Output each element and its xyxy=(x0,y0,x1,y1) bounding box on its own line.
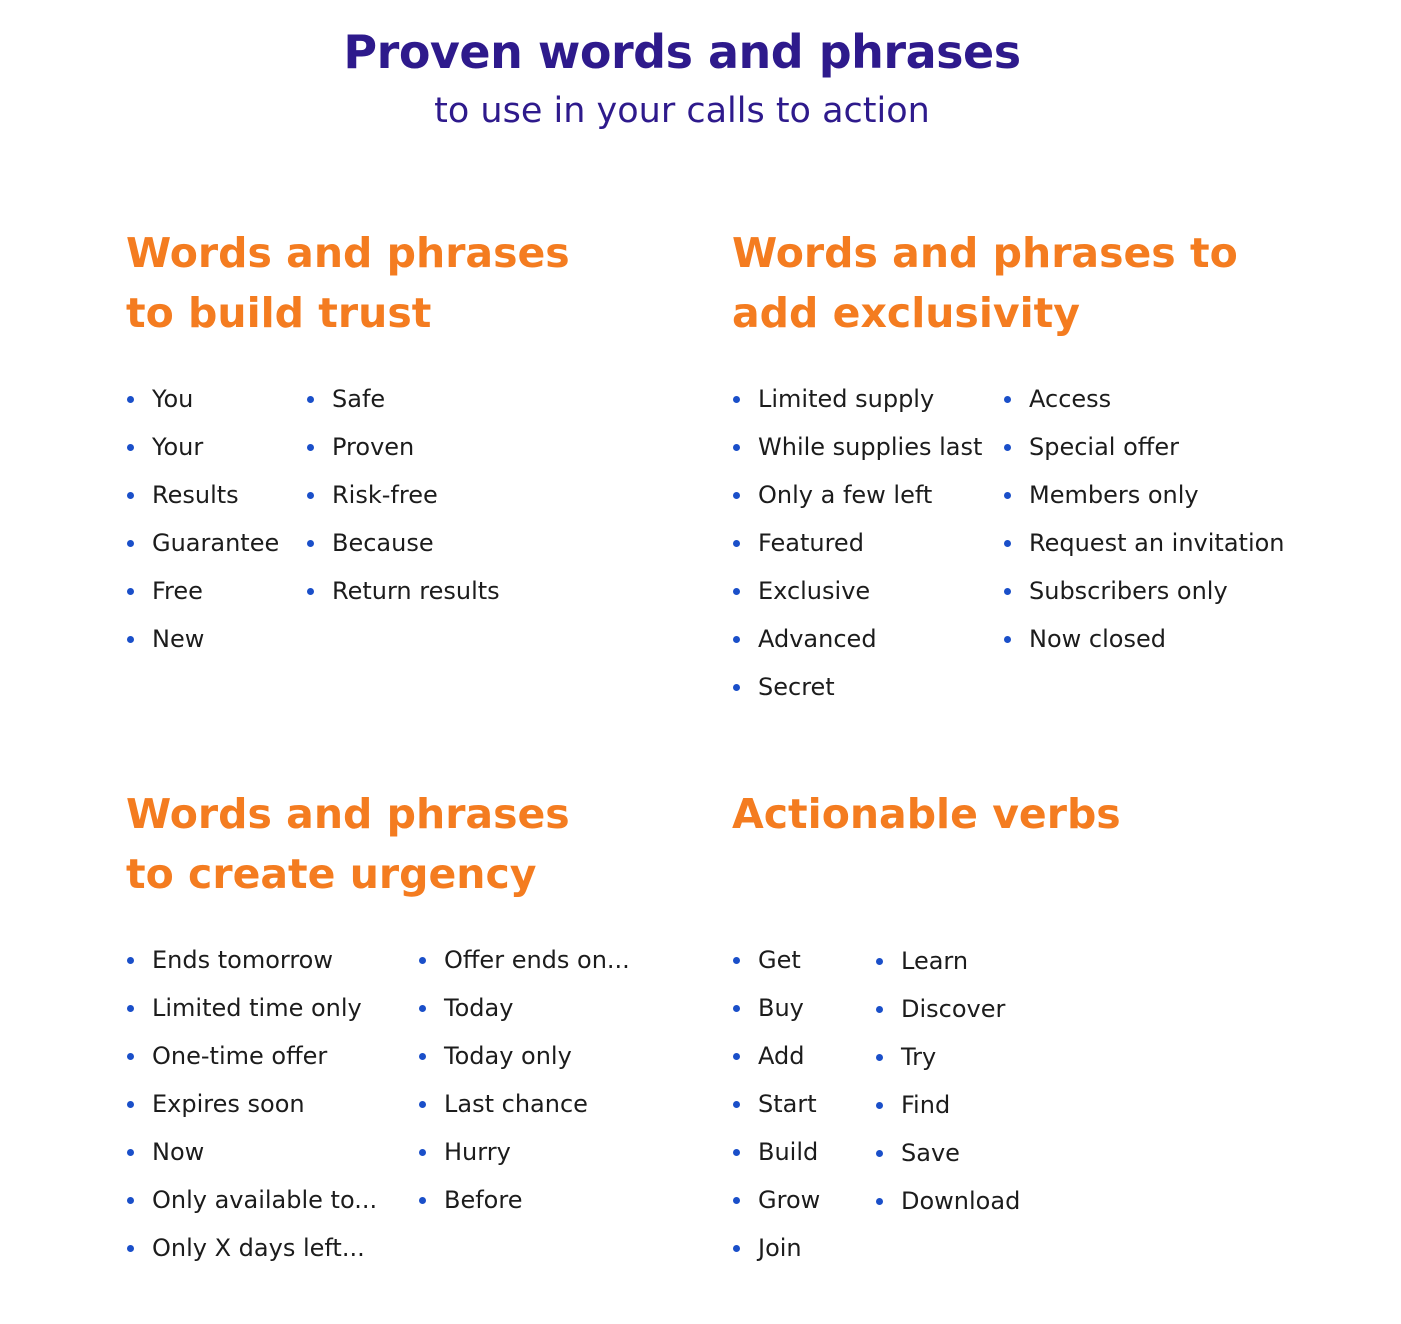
section-title-line: to build trust xyxy=(126,289,432,337)
list-item xyxy=(875,937,1020,985)
list-item-text: Grow xyxy=(758,1186,821,1214)
list-item xyxy=(732,615,982,663)
list-item-text: Last chance xyxy=(444,1090,588,1118)
list-item xyxy=(126,1080,377,1128)
bullet-icon xyxy=(733,540,740,547)
section-actionable-verbs xyxy=(732,784,1121,1262)
list-item-text: Results xyxy=(152,481,239,509)
list-item-text: You xyxy=(152,385,194,413)
section-title-line: Words and phrases to xyxy=(732,229,1238,277)
bullet-icon xyxy=(127,1149,134,1156)
bullet-icon xyxy=(733,957,740,964)
list-item-text: Only X days left... xyxy=(152,1234,365,1262)
list-item xyxy=(732,1128,820,1176)
bullet-icon xyxy=(307,492,314,499)
list-item-text: Exclusive xyxy=(758,577,871,605)
bullet-icon xyxy=(876,1006,883,1013)
bullet-icon xyxy=(127,492,134,499)
list-item xyxy=(126,375,279,423)
list-item-text: Today only xyxy=(444,1042,572,1070)
list-item-text: Special offer xyxy=(1029,433,1179,461)
list-item-text: Today xyxy=(444,994,514,1022)
section-title-line: Actionable verbs xyxy=(732,790,1121,838)
section-title xyxy=(126,784,570,904)
list-item-text: Advanced xyxy=(758,625,877,653)
bullet-icon xyxy=(876,1054,883,1061)
bullet-icon xyxy=(733,1149,740,1156)
bullet-icon xyxy=(733,444,740,451)
list-item xyxy=(126,1176,377,1224)
word-list-column-1 xyxy=(126,375,279,663)
list-item-text: Return results xyxy=(332,577,500,605)
list-item xyxy=(126,936,377,984)
list-item-text: Expires soon xyxy=(152,1090,305,1118)
list-item-text: While supplies last xyxy=(758,433,983,461)
section-add-exclusivity xyxy=(732,223,1285,701)
word-list-column-2 xyxy=(306,375,500,615)
list-item xyxy=(875,1177,1020,1225)
bullet-icon xyxy=(733,1101,740,1108)
bullet-icon xyxy=(419,1005,426,1012)
bullet-icon xyxy=(733,1005,740,1012)
list-item xyxy=(732,1080,820,1128)
list-item xyxy=(875,1081,1020,1129)
list-item xyxy=(732,471,982,519)
list-item xyxy=(732,519,982,567)
bullet-icon xyxy=(127,636,134,643)
list-item-text: Join xyxy=(758,1234,802,1262)
list-item-text: Save xyxy=(901,1139,960,1167)
section-create-urgency xyxy=(126,784,630,1262)
bullet-icon xyxy=(127,957,134,964)
bullet-icon xyxy=(127,540,134,547)
bullet-icon xyxy=(1004,588,1011,595)
bullet-icon xyxy=(1004,396,1011,403)
list-item xyxy=(1003,567,1285,615)
list-item-text: Find xyxy=(901,1091,951,1119)
list-item xyxy=(306,471,500,519)
section-title xyxy=(732,784,1121,844)
bullet-icon xyxy=(733,1245,740,1252)
bullet-icon xyxy=(733,1197,740,1204)
bullet-icon xyxy=(1004,492,1011,499)
bullet-icon xyxy=(733,636,740,643)
list-item xyxy=(875,985,1020,1033)
list-item-text: Before xyxy=(444,1186,523,1214)
list-item xyxy=(126,1224,377,1272)
list-item-text: New xyxy=(152,625,205,653)
bullet-icon xyxy=(876,1198,883,1205)
list-item xyxy=(732,1224,820,1272)
list-item-text: Access xyxy=(1029,385,1112,413)
bullet-icon xyxy=(127,1197,134,1204)
section-build-trust xyxy=(126,223,570,653)
bullet-icon xyxy=(1004,636,1011,643)
list-item xyxy=(126,984,377,1032)
list-item-text: Add xyxy=(758,1042,805,1070)
list-item xyxy=(126,519,279,567)
list-item-text: Risk-free xyxy=(332,481,438,509)
list-item-text: Members only xyxy=(1029,481,1199,509)
bullet-icon xyxy=(127,396,134,403)
bullet-icon xyxy=(733,588,740,595)
list-item xyxy=(126,1032,377,1080)
list-item xyxy=(126,567,279,615)
bullet-icon xyxy=(307,540,314,547)
bullet-icon xyxy=(127,444,134,451)
list-item xyxy=(126,615,279,663)
section-title xyxy=(126,223,570,343)
list-item xyxy=(732,663,982,711)
bullet-icon xyxy=(127,1053,134,1060)
bullet-icon xyxy=(876,958,883,965)
list-item-text: Proven xyxy=(332,433,415,461)
list-item-text: Start xyxy=(758,1090,817,1118)
bullet-icon xyxy=(733,684,740,691)
list-item xyxy=(126,1128,377,1176)
list-item xyxy=(732,1032,820,1080)
list-item-text: Discover xyxy=(901,995,1006,1023)
list-item-text: Limited supply xyxy=(758,385,935,413)
word-list-column-2 xyxy=(1003,375,1285,663)
list-item xyxy=(418,936,630,984)
bullet-icon xyxy=(307,588,314,595)
list-item-text: Build xyxy=(758,1138,819,1166)
list-item-text: Secret xyxy=(758,673,835,701)
bullet-icon xyxy=(876,1150,883,1157)
list-item-text: Guarantee xyxy=(152,529,280,557)
bullet-icon xyxy=(307,444,314,451)
list-item-text: Limited time only xyxy=(152,994,362,1022)
bullet-icon xyxy=(419,1197,426,1204)
list-item-text: Now closed xyxy=(1029,625,1166,653)
list-item-text: Your xyxy=(152,433,204,461)
word-list-column-1 xyxy=(126,936,377,1272)
bullet-icon xyxy=(127,1245,134,1252)
list-item xyxy=(126,471,279,519)
list-item-text: Because xyxy=(332,529,434,557)
bullet-icon xyxy=(733,396,740,403)
list-item xyxy=(306,375,500,423)
list-item-text: Offer ends on... xyxy=(444,946,630,974)
list-item-text: Safe xyxy=(332,385,386,413)
list-item xyxy=(418,1176,630,1224)
bullet-icon xyxy=(307,396,314,403)
bullet-icon xyxy=(733,1053,740,1060)
list-item xyxy=(1003,423,1285,471)
list-item xyxy=(1003,471,1285,519)
bullet-icon xyxy=(419,957,426,964)
list-item xyxy=(418,984,630,1032)
bullet-icon xyxy=(876,1102,883,1109)
page-subtitle: to use in your calls to action xyxy=(434,91,930,131)
list-item xyxy=(732,1176,820,1224)
list-item-text: Ends tomorrow xyxy=(152,946,333,974)
list-item-text: Buy xyxy=(758,994,804,1022)
list-item-text: Request an invitation xyxy=(1029,529,1285,557)
list-item xyxy=(306,423,500,471)
word-list-column-2 xyxy=(875,937,1020,1225)
section-title-line: to create urgency xyxy=(126,850,537,898)
bullet-icon xyxy=(733,492,740,499)
list-item-text: Get xyxy=(758,946,801,974)
bullet-icon xyxy=(419,1101,426,1108)
list-item-text: Download xyxy=(901,1187,1021,1215)
list-item xyxy=(306,567,500,615)
bullet-icon xyxy=(127,1101,134,1108)
list-item xyxy=(1003,615,1285,663)
list-item xyxy=(418,1080,630,1128)
list-item xyxy=(732,423,982,471)
list-item xyxy=(418,1128,630,1176)
bullet-icon xyxy=(127,588,134,595)
list-item xyxy=(126,423,279,471)
list-item xyxy=(1003,519,1285,567)
bullet-icon xyxy=(1004,444,1011,451)
list-item-text: Now xyxy=(152,1138,205,1166)
list-item-text: Subscribers only xyxy=(1029,577,1228,605)
page-title: Proven words and phrases xyxy=(343,25,1021,79)
word-list-column-2 xyxy=(418,936,630,1224)
bullet-icon xyxy=(419,1053,426,1060)
section-title-line: Words and phrases xyxy=(126,229,570,277)
word-list-column-1 xyxy=(732,936,820,1272)
bullet-icon xyxy=(1004,540,1011,547)
list-item-text: Only a few left xyxy=(758,481,933,509)
list-item xyxy=(875,1129,1020,1177)
list-item xyxy=(875,1033,1020,1081)
word-list-column-1 xyxy=(732,375,982,711)
list-item xyxy=(732,567,982,615)
list-item xyxy=(418,1032,630,1080)
list-item-text: Hurry xyxy=(444,1138,511,1166)
list-item xyxy=(306,519,500,567)
list-item-text: Learn xyxy=(901,947,969,975)
section-title-line: Words and phrases xyxy=(126,790,570,838)
list-item-text: Featured xyxy=(758,529,864,557)
list-item xyxy=(732,375,982,423)
list-item-text: Free xyxy=(152,577,203,605)
list-item xyxy=(732,936,820,984)
list-item xyxy=(732,984,820,1032)
list-item-text: One-time offer xyxy=(152,1042,328,1070)
list-item-text: Try xyxy=(901,1043,937,1071)
bullet-icon xyxy=(127,1005,134,1012)
list-item-text: Only available to... xyxy=(152,1186,378,1214)
section-title-line: add exclusivity xyxy=(732,289,1080,337)
bullet-icon xyxy=(419,1149,426,1156)
list-item xyxy=(1003,375,1285,423)
section-title xyxy=(732,223,1238,343)
